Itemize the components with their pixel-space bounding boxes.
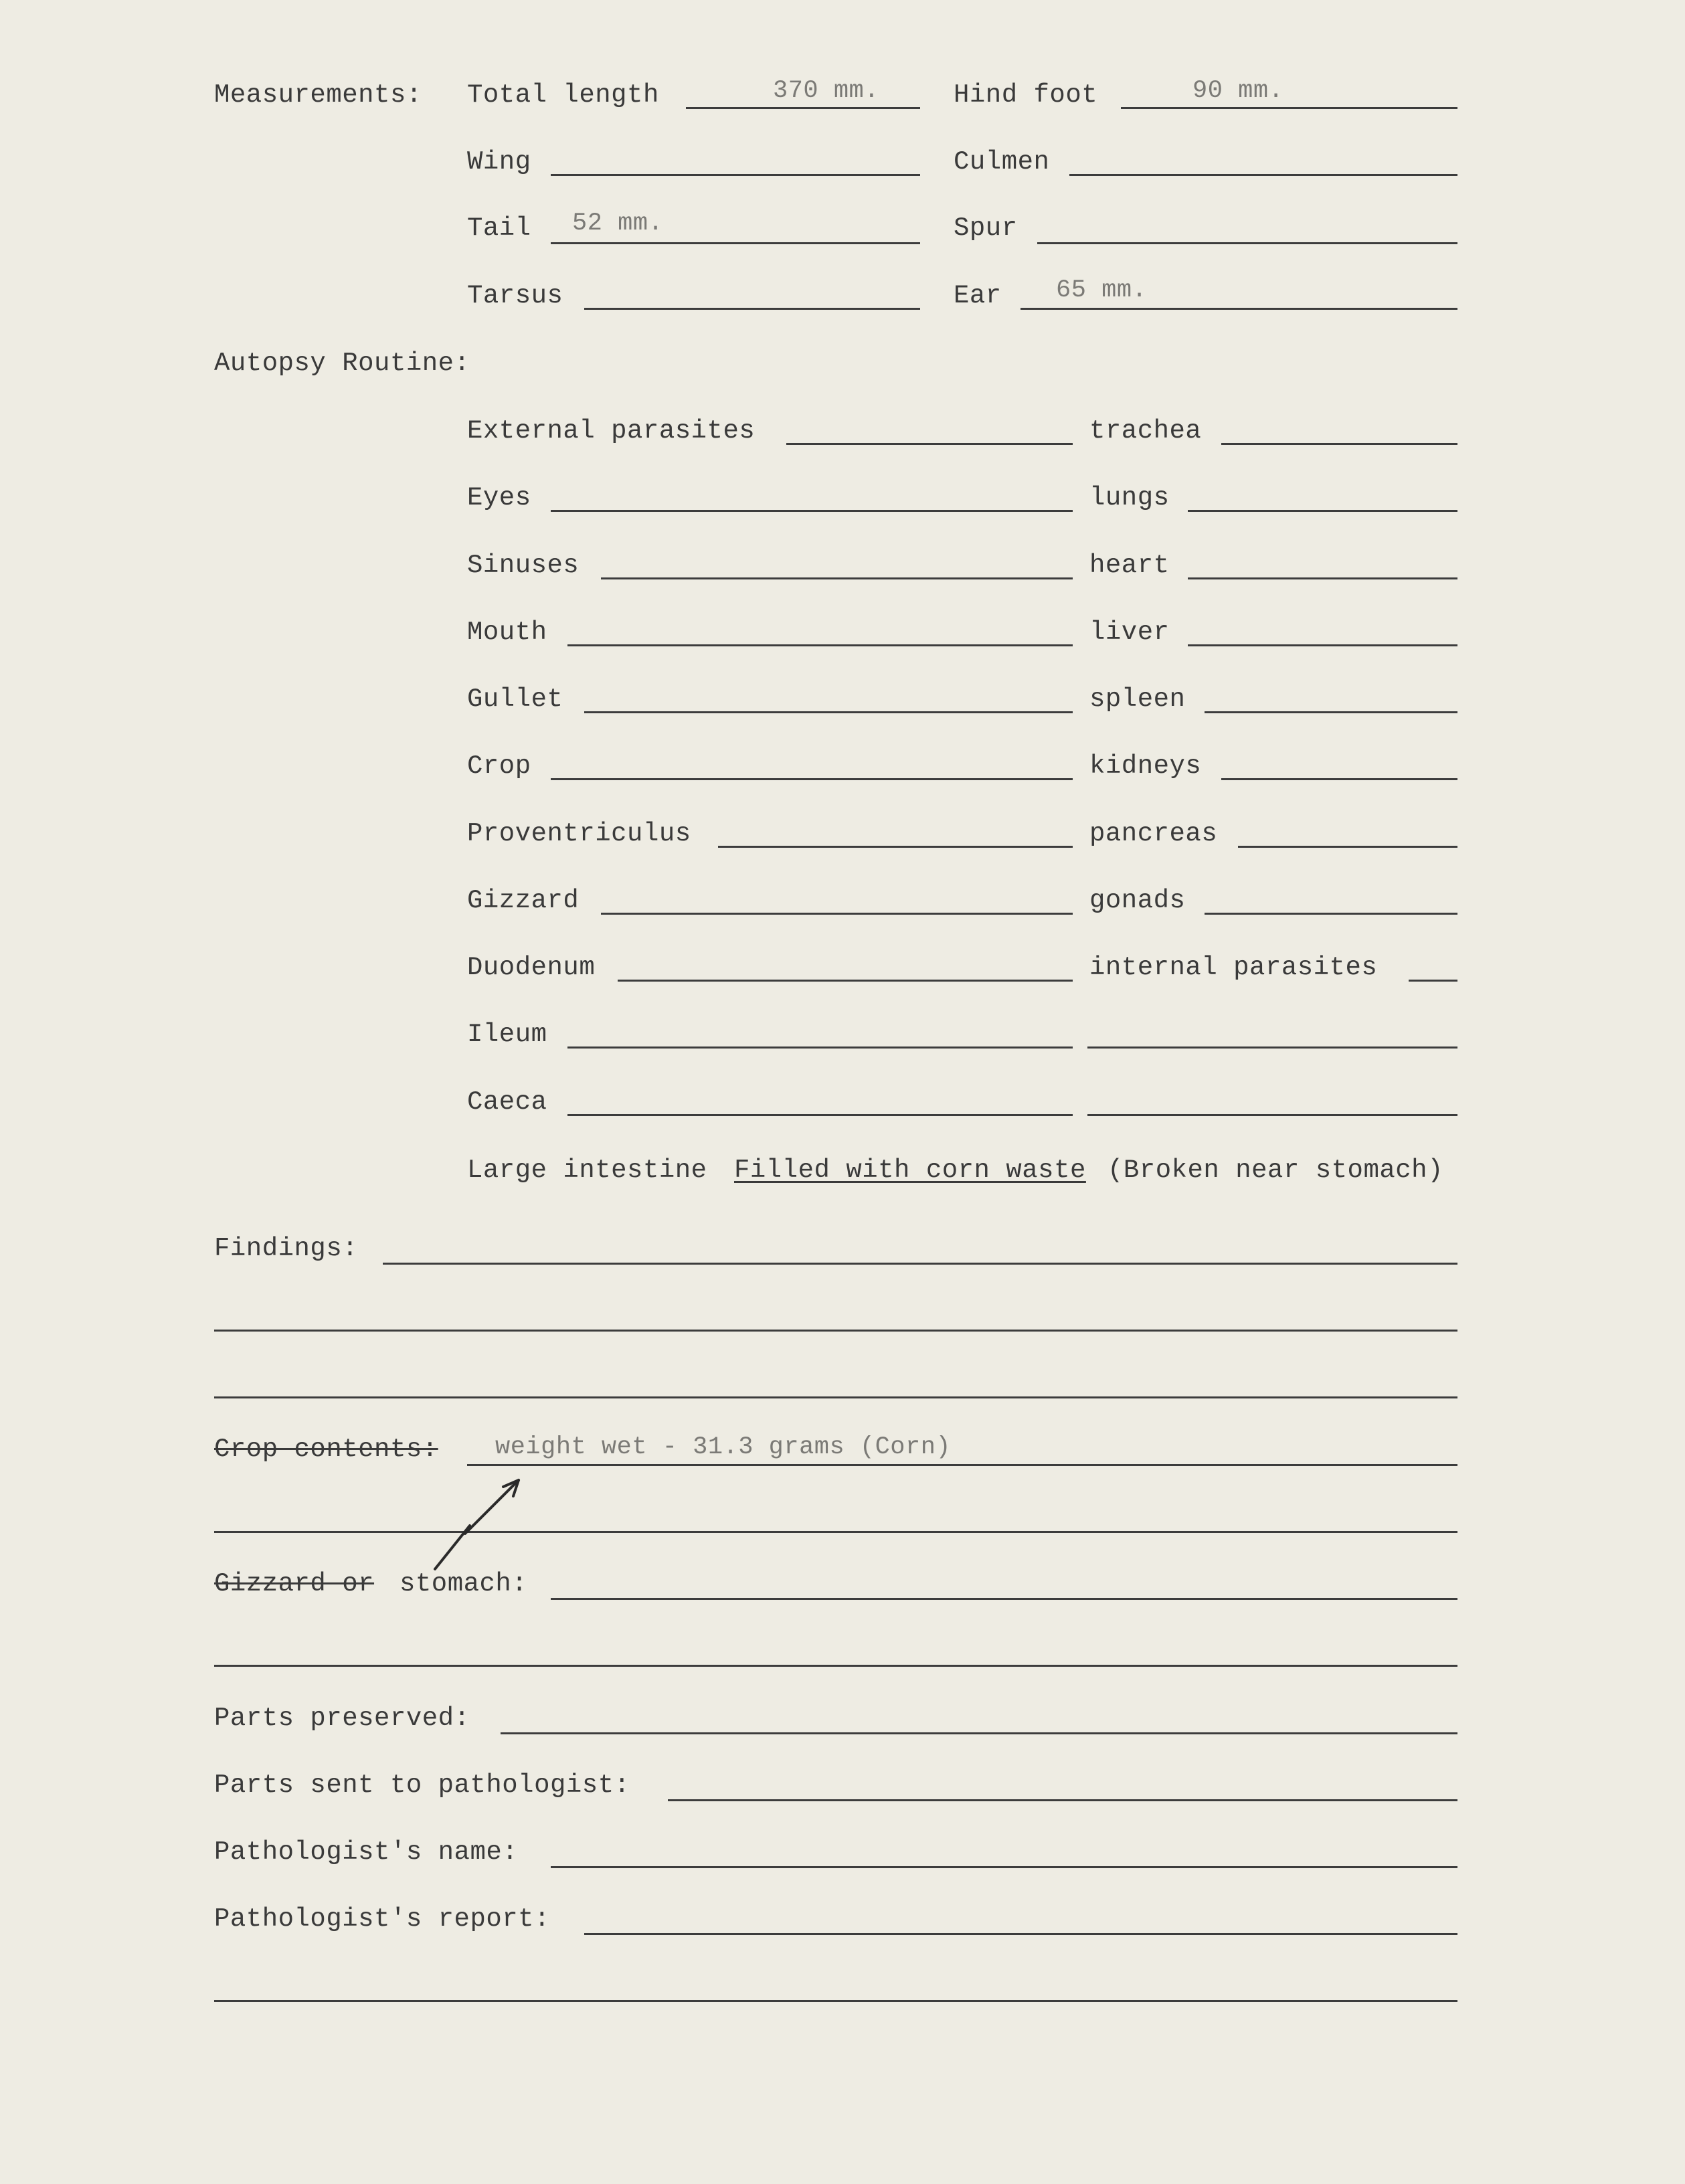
trachea-label: trachea — [1089, 416, 1202, 446]
gullet-label: Gullet — [467, 685, 563, 714]
heart-label: heart — [1089, 551, 1170, 580]
caeca-label: Caeca — [467, 1087, 547, 1117]
spur-label: Spur — [954, 213, 1018, 243]
crop-contents-value: weight wet - 31.3 grams (Corn) — [495, 1433, 952, 1461]
pathologist-report-label: Pathologist's report: — [214, 1904, 550, 1934]
ear-value: 65 mm. — [1056, 276, 1148, 304]
hind-foot-value: 90 mm. — [1192, 77, 1284, 105]
total-length-label: Total length — [467, 80, 659, 110]
hind-foot-label: Hind foot — [954, 80, 1098, 110]
pancreas-label: pancreas — [1089, 819, 1218, 848]
gonads-label: gonads — [1089, 886, 1186, 915]
gizzard-struck-label: Gizzard or — [214, 1569, 375, 1599]
lungs-label: lungs — [1089, 483, 1170, 513]
proventriculus-label: Proventriculus — [467, 819, 691, 848]
stomach-label: stomach: — [400, 1569, 528, 1599]
large-intestine-label: Large intestine — [467, 1156, 707, 1185]
ear-label: Ear — [954, 281, 1002, 310]
stomach-line-2 — [214, 1665, 1457, 1667]
parts-sent-label: Parts sent to pathologist: — [214, 1770, 630, 1800]
kidneys-label: kidneys — [1089, 751, 1202, 781]
culmen-label: Culmen — [954, 147, 1050, 177]
mouth-label: Mouth — [467, 618, 547, 647]
crop-label: Crop — [467, 751, 531, 781]
parts-preserved-line — [501, 1732, 1457, 1734]
pathologist-name-line — [551, 1866, 1457, 1868]
total-length-value: 370 mm. — [773, 77, 879, 105]
external-parasites-label: External parasites — [467, 416, 756, 446]
spleen-label: spleen — [1089, 685, 1186, 714]
tail-value: 52 mm. — [572, 209, 664, 238]
duodenum-label: Duodenum — [467, 953, 596, 982]
eyes-label: Eyes — [467, 483, 531, 513]
measurements-heading: Measurements: — [214, 80, 422, 110]
parts-preserved-label: Parts preserved: — [214, 1704, 470, 1733]
crop-contents-label: Crop contents: — [214, 1435, 438, 1464]
pathologist-report-line-2 — [214, 2000, 1457, 2002]
wing-label: Wing — [467, 147, 531, 177]
sinuses-label: Sinuses — [467, 551, 580, 580]
gizzard-label: Gizzard — [467, 886, 580, 915]
internal-parasites-label: internal parasites — [1089, 953, 1378, 982]
large-intestine-note: (Broken near stomach) — [1107, 1156, 1443, 1185]
tail-label: Tail — [467, 213, 531, 243]
ileum-label: Ileum — [467, 1020, 547, 1049]
stomach-line — [551, 1598, 1457, 1600]
pathologist-report-line — [584, 1933, 1457, 1935]
findings-label: Findings: — [214, 1234, 359, 1263]
pathologist-name-label: Pathologist's name: — [214, 1837, 519, 1867]
liver-label: liver — [1089, 618, 1170, 647]
parts-sent-line — [668, 1799, 1457, 1801]
tarsus-label: Tarsus — [467, 281, 563, 310]
large-intestine-value: Filled with corn waste — [734, 1156, 1086, 1185]
autopsy-heading: Autopsy Routine: — [214, 349, 470, 378]
